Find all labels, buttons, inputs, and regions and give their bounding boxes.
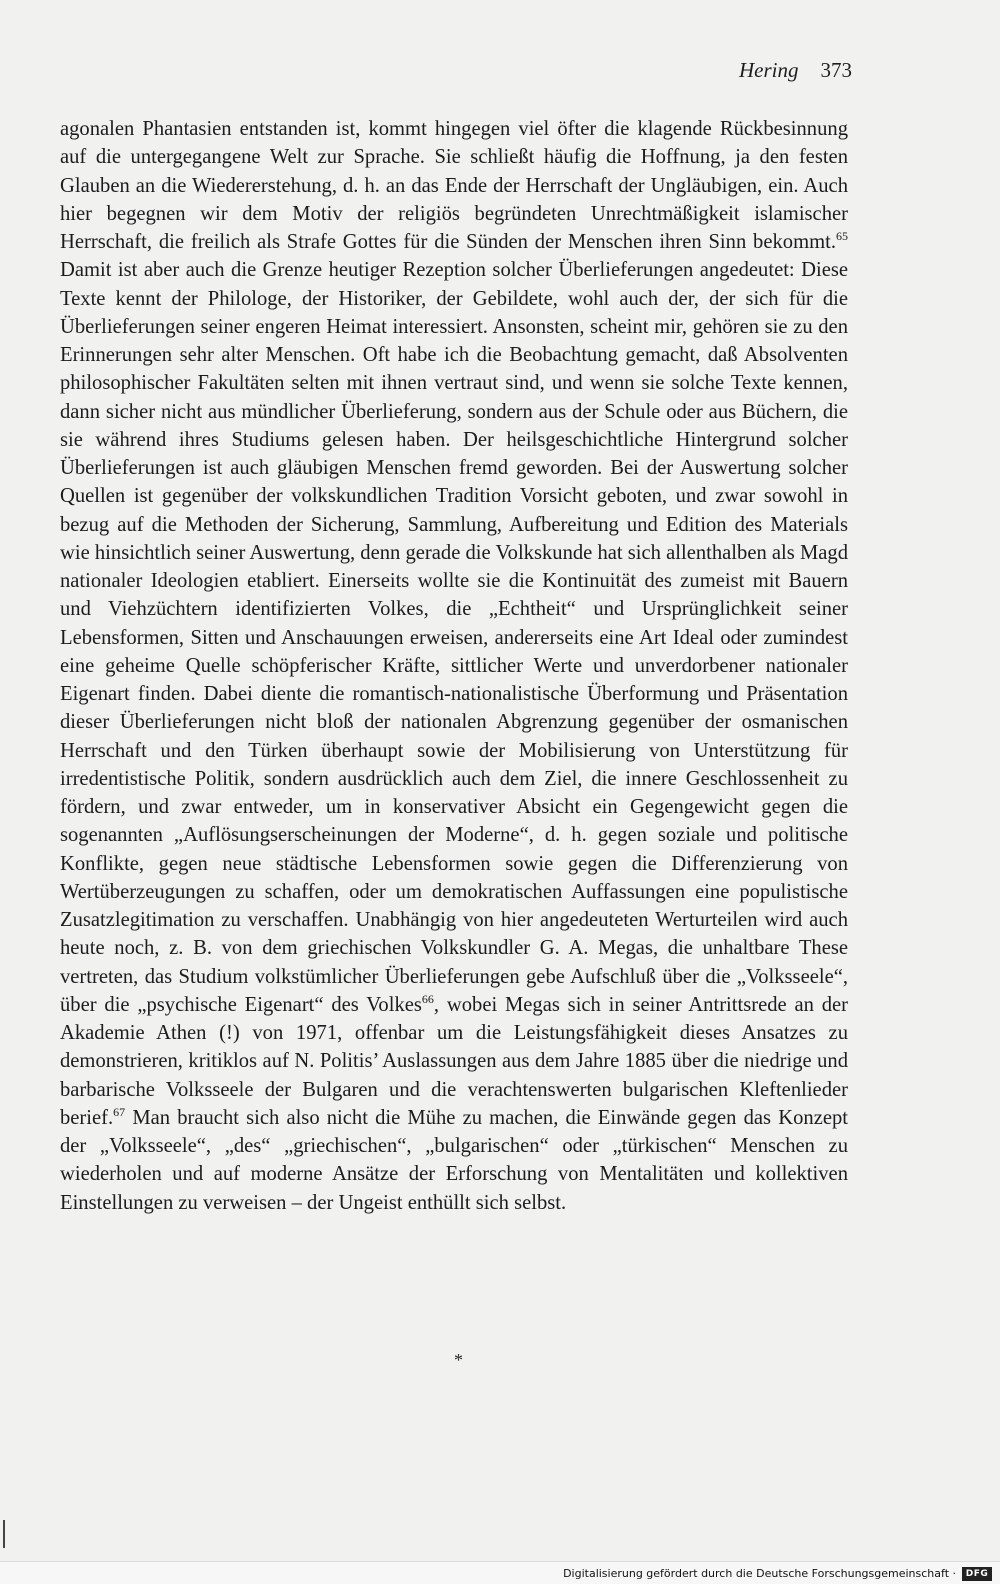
footnote-ref-67: 67 [113, 1104, 126, 1119]
body-text [60, 115, 848, 1217]
footnote-ref-65: 65 [836, 229, 848, 243]
dfg-logo-icon: DFG [962, 1567, 992, 1581]
digitization-footer [0, 1561, 1000, 1584]
text-segment-2: Damit ist aber auch die Grenze heutiger Rezeption solcher Überlieferungen angedeutet: Diese Texte kennt der Philologe, der Historiker, der Gebildete, wohl auch der, der sich für die Überlieferungen seiner engeren Heimat interessiert. Ansonsten, scheint mir, gehören sie zu den Erinnerungen sehr alter Menschen. Oft habe ich die Beobachtung gemacht, daß Absolventen philosophischer Fakultäten selten mit ihnen vertraut sind, und wenn sie solche Texte kennen, dann sicher nicht aus mündlicher Überlieferung, sondern aus der Schule oder aus Büchern, die sie während ihres Studiums gelesen haben. Der heilsgeschichtliche Hintergrund solcher Überlieferungen ist auch gläubigen Menschen fremd geworden. Bei der Auswertung solcher Quellen ist gegenüber der volkskundlichen Tradition Vorsicht geboten, und zwar sowohl in bezug auf die Methoden der Sicherung, Sammlung, Aufbereitung und Edition des Materials wie hinsichtlich seiner Auswertung, denn gerade die Volkskunde hat sich allenthalben als Magd nationaler Ideologien etabliert. Einerseits wollte sie die Kontinuität des zumeist mit Bauern und Viehzüchtern identifizierten Volkes, die „Echtheit“ und Ursprünglichkeit seiner Lebensformen, Sitten und Anschauungen erweisen, andererseits eine Art Ideal oder zumindest eine geheime Quelle schöpferischer Kräfte, sittlicher Werte und unverdorbener nationaler Eigenart finden. Dabei diente die romantisch-nationalistische Überformung und Präsentation dieser Überlieferungen nicht bloß der nationalen Abgrenzung gegenüber der osmanischen Herrschaft und den Türken überhaupt sowie der Mobilisierung von Unterstützung für irredentistische Politik, sondern ausdrücklich auch dem Ziel, die innere Geschlossenheit zu fördern, und zwar entweder, um in konservativer Absicht ein Gegengewicht gegen die sogenannten „Auflösungserscheinungen der Moderne“, d. h. gegen soziale und politische Konflikte, gegen neue städtische Lebensformen sowie gegen die Differenzierung von Wertüberzeugungen zu schaffen, oder um demokratischen Auffassungen eine populistische Zusatzlegitimation zu verschaffen. Unabhängig von hier angedeuteten Werturteilen wird auch heute noch, z. B. von dem griechischen Volkskundler G. A. Megas, die unhaltbare These vertreten, das Studium volkstümlicher Überlieferungen gebe Aufschluß über die „Volksseele“, über die „psychische Eigenart“ des Volkes [60, 259, 848, 1016]
page-number: 373 [820, 58, 852, 82]
running-head [739, 58, 852, 83]
text-segment-4: Man braucht sich also nicht die Mühe zu machen, die Einwände gegen das Konzept der „Volksseele“, „des“ „griechischen“, „bulgarischen“ oder „türkischen“ Menschen zu wiederholen und auf moderne Ansätze der Erforschung von Mentalitäten und kollektiven Einstellungen zu verweisen – der Ungeist enthüllt sich selbst. [60, 1106, 848, 1214]
running-head-author: Hering [739, 58, 799, 82]
paragraph [60, 115, 848, 1217]
footnote-ref-66: 66 [421, 991, 434, 1006]
section-separator: * [454, 1350, 463, 1370]
digitization-note: Digitalisierung gefördert durch die Deutsche Forschungsgemeinschaft · [563, 1567, 956, 1580]
scan-edge-mark [3, 1520, 5, 1548]
text-segment-3: , wobei Megas sich in seiner Antrittsrede an der Akademie Athen (!) von 1971, offenbar um die Leistungsfähigkeit dieses Ansatzes zu demonstrieren, kritiklos auf N. Politis’ Auslassungen aus dem Jahre 1885 über die niedrige und barbarische Volksseele der Bulgaren und die verachtenswerten bulgarischen Kleftenlieder berief. [60, 993, 848, 1129]
text-segment-1: agonalen Phantasien entstanden ist, kommt hingegen viel öfter die klagende Rückbesinnung auf die untergegangene Welt zur Sprache. Sie schließt häufig die Hoffnung, ja den festen Glauben an die Wiedererstehung, d. h. an das Ende der Herrschaft der Ungläubigen, ein. Auch hier begegnen wir dem Motiv der religiös begründeten Unrechtmäßigkeit islamischer Herrschaft, die freilich als Strafe Gottes für die Sünden der Menschen ihren Sinn bekommt. [60, 118, 848, 253]
